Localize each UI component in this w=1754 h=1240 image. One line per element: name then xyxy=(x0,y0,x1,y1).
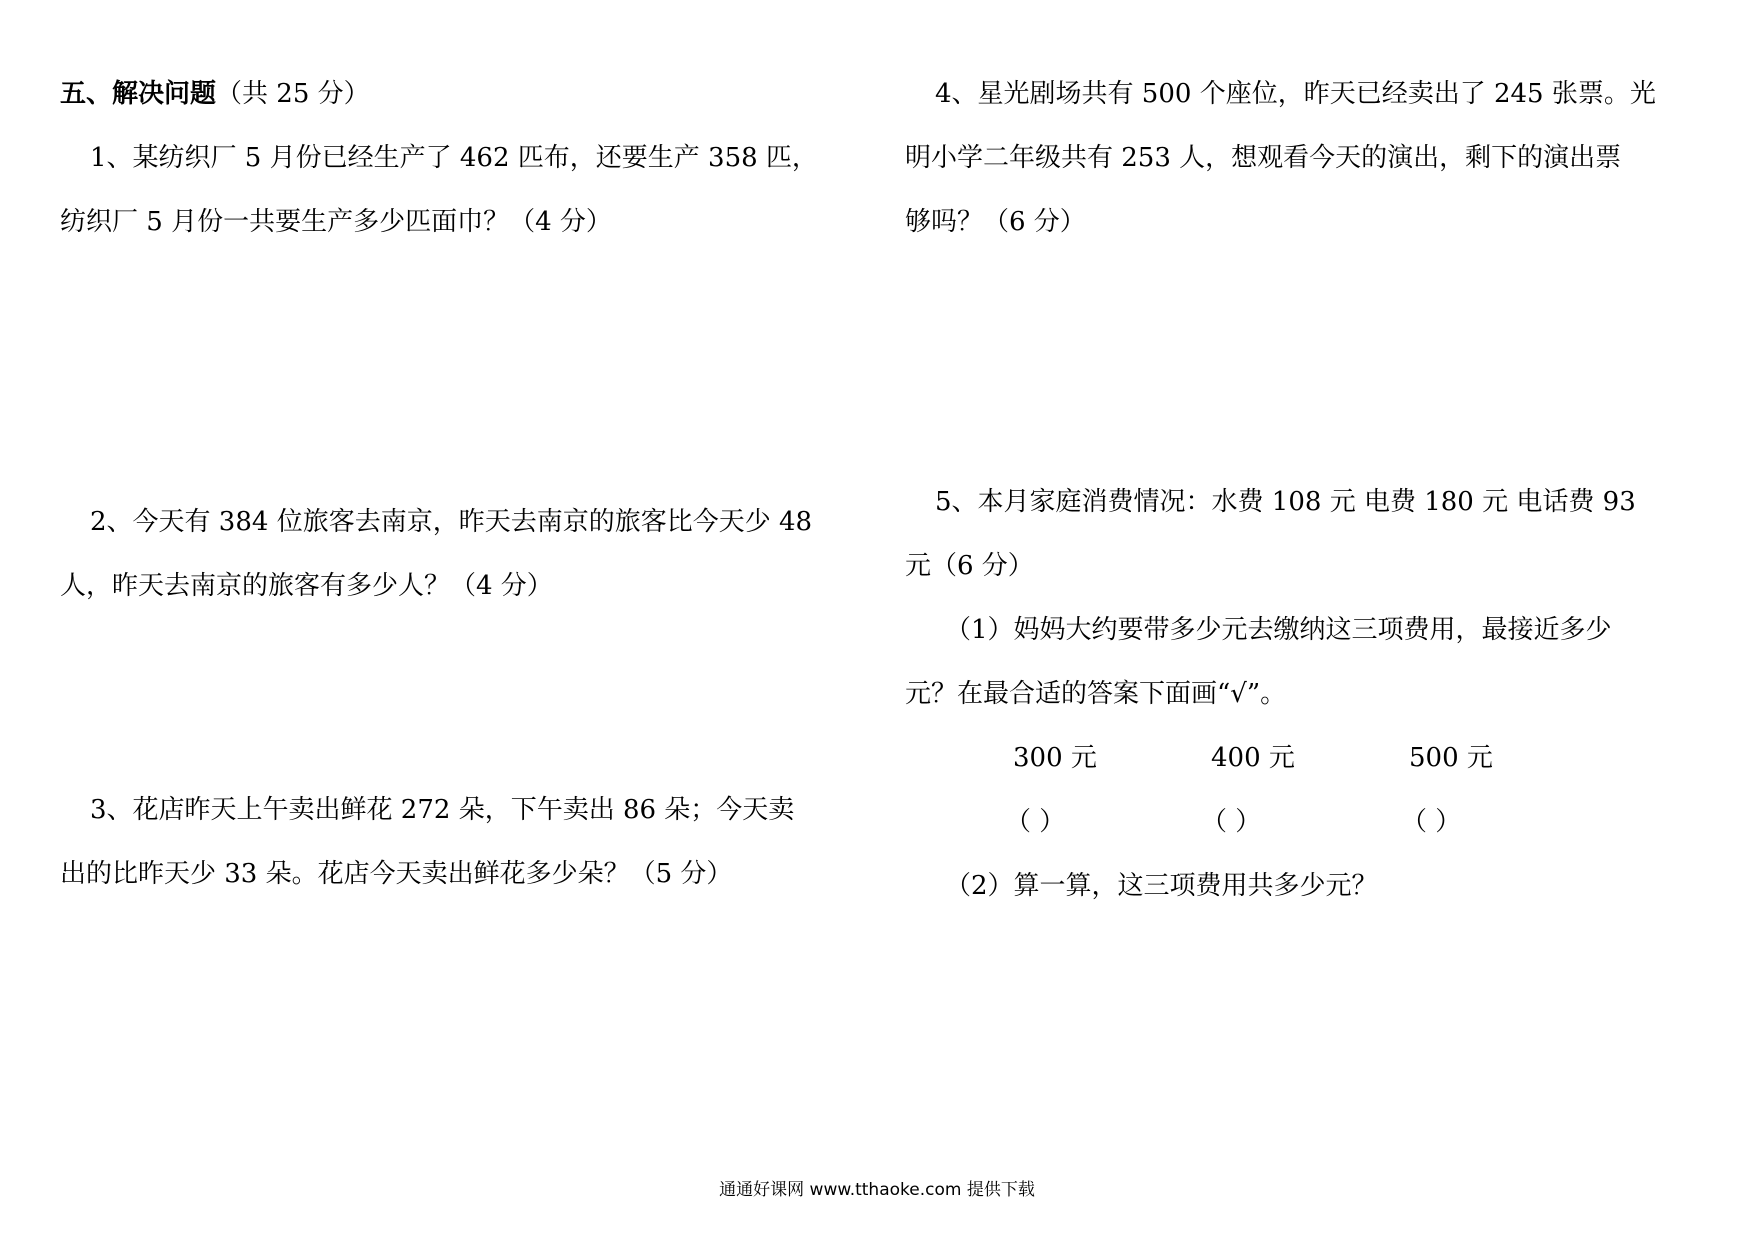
question-2-line-2: 人，昨天去南京的旅客有多少人？（4 分） xyxy=(60,571,553,601)
answer-choices xyxy=(905,726,1705,790)
section-title: 五、解决问题 xyxy=(60,79,217,109)
question-3-line-2: 出的比昨天少 33 朵。花店今天卖出鲜花多少朵？（5 分） xyxy=(60,859,733,889)
question-5-line-1: 5、本月家庭消费情况：水费 108 元 电费 180 元 电话费 93 xyxy=(935,487,1636,517)
footer-credit: 通通好课网 www.tthaoke.com 提供下载 xyxy=(719,1180,1035,1200)
question-3 xyxy=(60,778,860,906)
question-4 xyxy=(905,62,1705,254)
left-column xyxy=(60,62,860,906)
answer-space-1 xyxy=(60,254,860,490)
question-2-line-1: 2、今天有 384 位旅客去南京，昨天去南京的旅客比今天少 48 xyxy=(90,507,813,537)
question-4-line-3: 够吗？（6 分） xyxy=(905,207,1086,237)
section-score: （共 25 分） xyxy=(216,79,370,109)
question-3-line-1: 3、花店昨天上午卖出鲜花 272 朵，下午卖出 86 朵；今天卖 xyxy=(90,795,795,825)
question-2 xyxy=(60,490,860,618)
question-1 xyxy=(60,126,860,254)
question-5-sub1-line-2: 元？在最合适的答案下面画“√”。 xyxy=(905,679,1287,709)
question-1-line-2: 纺织厂 5 月份一共要生产多少匹面巾？（4 分） xyxy=(60,207,612,237)
question-5-sub2: （2）算一算，这三项费用共多少元？ xyxy=(945,871,1378,901)
choice-400: 400 元 xyxy=(1211,743,1295,773)
choice-500: 500 元 xyxy=(1409,743,1493,773)
answer-space-4 xyxy=(905,254,1705,470)
question-5 xyxy=(905,470,1705,918)
section-heading xyxy=(60,62,860,126)
blank-400[interactable]: （ ） xyxy=(1201,807,1262,837)
answer-blanks xyxy=(905,790,1705,854)
choice-300: 300 元 xyxy=(1013,743,1097,773)
blank-500[interactable]: （ ） xyxy=(1401,807,1462,837)
question-5-sub1-line-1: （1）妈妈大约要带多少元去缴纳这三项费用，最接近多少 xyxy=(945,615,1612,645)
question-4-line-2: 明小学二年级共有 253 人，想观看今天的演出，剩下的演出票 xyxy=(905,143,1622,173)
right-column xyxy=(905,62,1705,918)
blank-300[interactable]: （ ） xyxy=(1005,807,1066,837)
answer-space-2 xyxy=(60,618,860,778)
question-4-line-1: 4、星光剧场共有 500 个座位，昨天已经卖出了 245 张票。光 xyxy=(935,79,1656,109)
question-5-line-2: 元（6 分） xyxy=(905,551,1034,581)
question-1-line-1: 1、某纺织厂 5 月份已经生产了 462 匹布，还要生产 358 匹， xyxy=(90,143,818,173)
